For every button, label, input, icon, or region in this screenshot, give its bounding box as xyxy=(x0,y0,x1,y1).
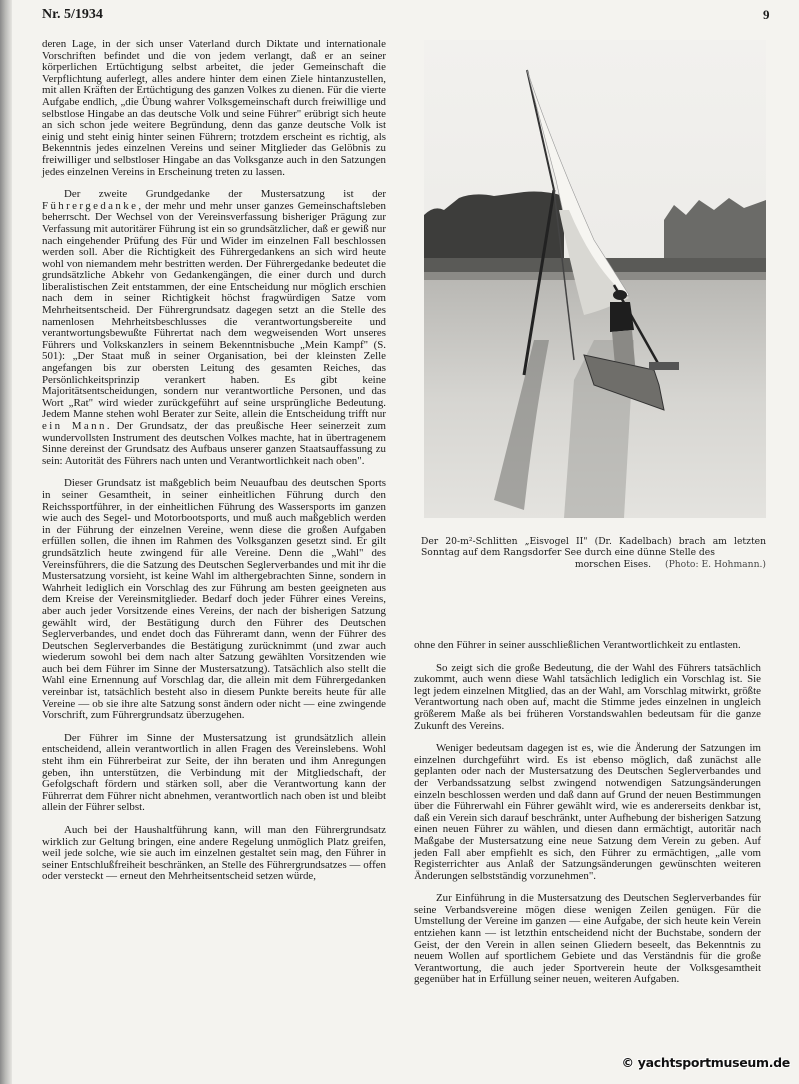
photo-image xyxy=(424,40,766,518)
paragraph: Weniger bedeutsam dagegen ist es, wie die Änderung der Satzungen im einzelnen durchgeführt wird. Es ist ebenso möglich, daß zunächst alle geplanten oder nach der Mustersatzung des Deutschen Seglerverbandes und der Verbandssatzung selbst zwingend notwendigen Satzungsänderungen einzeln beschlossen werden und daß dann auf Grund der neuen Bestimmungen über die Führerwahl ein Führer gewählt wird, wie es andererseits denkbar ist, daß ein Verein sich darauf beschränkt, unter Aufhebung der bisherigen Satzung einen neuen Führer zu wählen, und diesen dann ermächtigt, autoritär nach Maßgabe der Mustersatzung eine neue Satzung dem Verein zu geben. Auf jeden Fall aber empfiehlt es sich, den Führer zu ermächtigen, „alle vom Registerrichter aus Anlaß der Satzungsänderungen gewünschten weiteren Änderungen selbstständig vorzunehmen". xyxy=(414,742,761,882)
page-number: 9 xyxy=(763,7,770,22)
paragraph xyxy=(42,189,386,467)
watermark: © yachtsportmuseum.de xyxy=(621,1055,790,1070)
ice-yacht-photo xyxy=(424,40,766,518)
text-run: Der zweite Grundgedanke der Mustersatzung ist der xyxy=(64,188,386,201)
emphasis-spaced: ein Mann xyxy=(42,420,107,432)
paragraph: Auch bei der Haushaltführung kann, will man den Führergrundsatz wirklich zur Geltung bringen, eine andere Regelung unmöglich Platz greifen, weil jede solche, wie sie auch im einzelnen gestaltet sein mag, den Führer in seiner Entschlußfreiheit beschränken, an Stelle des Führergrundsatzes — offen oder versteckt — erneut den Mehrheitsentscheid setzen würde, xyxy=(42,824,386,883)
caption-text: Der 20-m²-Schlitten „Eisvogel II" (Dr. Kadelbach) brach am letzten Sonntag auf dem Rangsdorfer See durch eine dünne Stelle des xyxy=(421,536,766,559)
photo-caption xyxy=(421,536,766,570)
caption-end: morschen Eises. xyxy=(574,558,651,570)
paragraph: So zeigt sich die große Bedeutung, die der Wahl des Führers tatsächlich zukommt, auch wenn diese Wahl tatsächlich lediglich ein Vorschlag ist. Sie legt jedem einzelnen Mitglied, das an der Wahl, am Vorschlag mitwirkt, größte Verantwortung nach oben auf, macht die Stimme jedes einzelnen in ungleich größerem Maße als bei früheren Vorstandswahlen bedeutsam für die ganze Zukunft des Vereins. xyxy=(414,661,761,732)
paragraph: deren Lage, in der sich unser Vaterland durch Diktate und internationale Vorschriften befindet und die von jedem verlangt, daß er an seiner körperlichen Ertüchtigung selbst arbeitet, die jeder Gemeinschaft die Verpflichtung auferlegt, alles andere hinter dem einen Ziele hintanzustellen, mit allen Kräften der Ertüchtigung des ganzen Volkes zu dienen. Für die vierte Aufgabe endlich, „die Übung wahrer Volksgemeinschaft durch freiwillige und selbstlose Hingabe an das deutsche Volk und seine Führer" erübrigt sich heute an sich schon jede weitere Begründung, denn das ganze deutsche Volk ist einig und steht einig hinter seinen Führern; trotzdem erscheint es richtig, als Bekenntnis jedes einzelnen Vereins und seiner Mitglieder das Gelöbnis zu freiwilliger und selbstloser Hingabe an das Volksganze auch in den Satzungen jedes einzelnen Vereins in Erscheinung treten zu lassen. xyxy=(42,38,386,178)
paragraph: Der Führer im Sinne der Mustersatzung ist grundsätzlich allein entscheidend, allein verantwortlich in allen Fragen des Vereinslebens. Wohl steht ihm ein Führerbeirat zur Seite, der ihn beraten und ihm Anregungen geben, ihn unterstützen, die Verbindung mit der Mitgliedschaft, der Gefolgschaft fördern und stärken soll, aber die Verantwortung kann der Führerrat dem Führer nicht abnehmen, verantwortlich nach oben ist und bleibt allein der Führer selbst. xyxy=(42,731,386,814)
right-column xyxy=(414,640,761,997)
caption-last-line xyxy=(421,559,766,570)
paragraph: ohne den Führer in seiner ausschließlichen Verantwortlichkeit zu entlasten. xyxy=(414,639,741,651)
paragraph: Zur Einführung in die Mustersatzung des Deutschen Seglerverbandes für seine Verbandsvereine mögen diese wenigen Zeilen genügen. Für die Umstellung der Vereine im ganzen — eine Aufgabe, der sich heute kein Verein entziehen kann — ist letzthin entscheidend nicht der Buchstabe, sondern der Geist, der den Verein in allen seinen Gliedern beseelt, das Bekenntnis zu neuem Wollen auf sportlichem Gebiete und das Verständnis für die große Verantwortung, die auch jeder Sportverein heute der Volksgesamtheit gegenüber hat in Erfüllung seiner neuen, weiteren Aufgaben. xyxy=(414,892,761,986)
page-spine-shadow xyxy=(0,0,12,1084)
paragraph: Dieser Grundsatz ist maßgeblich beim Neuaufbau des deutschen Sports in seiner Gesamtheit, in seiner einheitlichen Führung durch den Reichssportführer, in der einheitlichen Führung des Wassersports im ganzen wie auch des Segel- und Motorbootsports, und muß auch maßgeblich werden in der Führung der einzelnen Vereine, wenn diese die großen Aufgaben erfüllen sollen, die ihnen im Rahmen des Volksganzen gesetzt sind. Er gilt grundsätzlich heute zwingend für alle Vereine. Denn die „Wahl" des Vereinsführers, die die Satzung des Deutschen Seglerverbandes und mit ihr die Mustersatzung vorsieht, ist keine Wahl im althergebrachten Sinne, sondern in Wahrheit lediglich ein Vorschlag des zur Führung am besten geeigneten aus dem Kreise der Vereinsmitglieder. Bedarf doch jeder Führer eines Vereins, aber auch jeder Vorsitzende eines Vereins, der nach der bisherigen Satzung gewählt wird, der Bestätigung durch den Führer des Deutschen Seglerverbandes, und endet doch das Führeramt dann, wenn der Führer des Deutschen Seglerverbandes die Bestätigung zurücknimmt (und zwar auch wiederum sowohl bei dem nach alter Satzung gewählten Vorsitzenden wie auch bei dem Führer im Sinne der Mustersatzung). Tatsächlich also stellt die Wahl eine Ernennung auf Vorschlag dar, die allein mit dem Führergedanken vereinbar ist, tatsächlich besteht also in diesem Punkte bereits heute für alle Vereine — ob sie ihre alte Satzung sonst ändern oder nicht — eine zwingende Vorschrift, zum Führergrundsatz überzugehen. xyxy=(42,477,386,722)
emphasis-spaced: Führergedanke xyxy=(42,199,139,212)
text-run: . Der Grundsatz, der das preußische Heer seinerzeit zum wundervollsten Instrument des deutschen Volkes machte, hat in übertragenem Sinne dereinst der Grundsatz des Aufbaus unserer ganzen Staatsauffassung zu sein: Autorität des Führers nach unten und Verantwortlichkeit nach oben". xyxy=(42,420,386,467)
issue-number: Nr. 5/1934 xyxy=(42,7,103,22)
text-run: , der mehr und mehr unser ganzes Gemeinschaftsleben beherrscht. Der Wechsel von der Vereinsverfassung bisheriger Prägung zur Verfassung mit autoritärer Führung ist ein so grundsätzlicher, daß er gewiß nur nach eingehender Prüfung des Für und Wider im einzelnen Fall beschlossen werden soll. Aber die Richtigkeit des Führergedankens an sich wird heute wohl von niemandem mehr bestritten werden. Der Führergedanke bedeutet die grundsätzliche Abkehr von Gedankengängen, die einer durch und durch liberalistischen Zeit entstammen, der eine Entscheidung nur möglich erschien nach dem in seiner Richtigkeit höchst fragwürdigen Satze vom Mehrheitsentscheid. Der Führergrundsatz dagegen setzt an die Stelle des namenlosen Mehrheitsbeschlusses die verantwortungsbereite und verantwortungsbewußte Führertat nach dem wegweisenden Wort unseres Führers und Volkskanzlers in seinem Bekenntnisbuche „Mein Kampf" (S. 501): „Der Staat muß in seiner Organisation, bei der kleinsten Zelle angefangen bis zur obersten Leitung des gesamten Reiches, das Persönlichkeitsprinzip verankert haben. Es gibt keine Majoritätsentscheidungen, sondern nur verantwortliche Personen, und das Wort „Rat" wird wieder zurückgeführt auf seine ursprüngliche Bedeutung. Jedem Manne stehen wohl Berater zur Seite, allein die Entscheidung trifft nur xyxy=(42,199,386,421)
photo-credit: (Photo: E. Hohmann.) xyxy=(665,558,766,570)
left-column xyxy=(42,39,386,894)
